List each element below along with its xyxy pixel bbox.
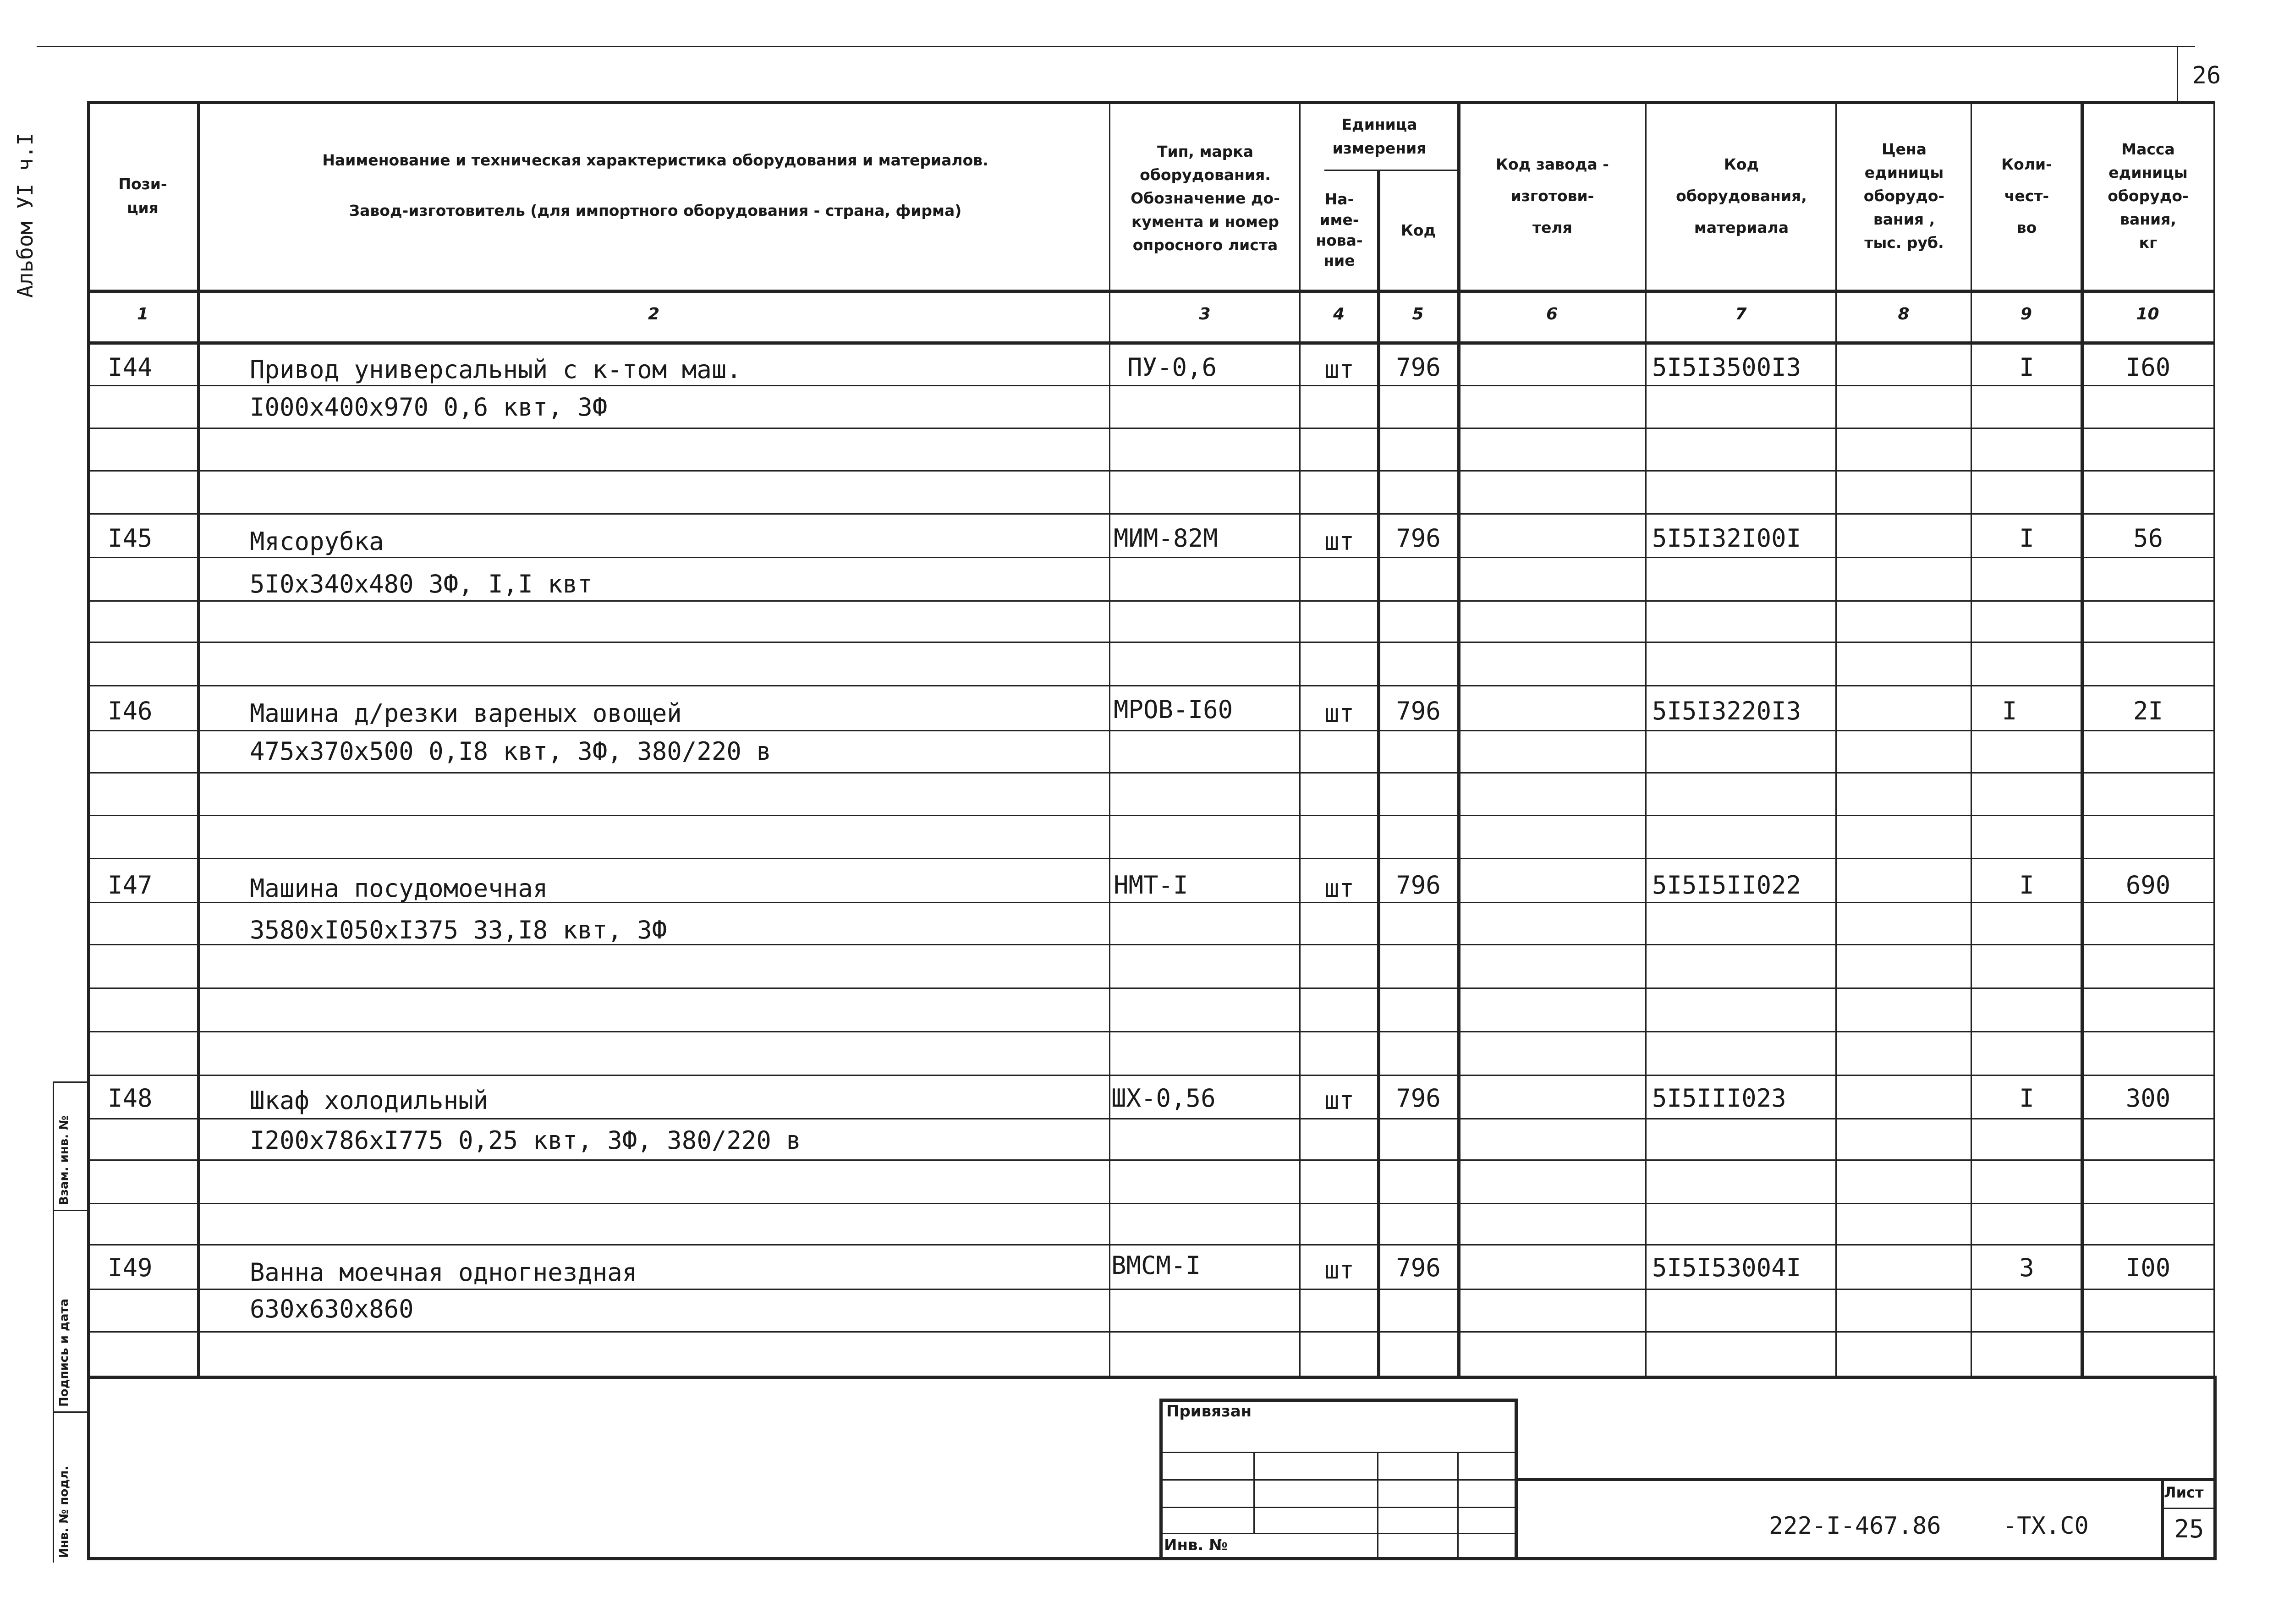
table-bottom-border	[87, 1376, 2213, 1379]
row-position: I49	[108, 1253, 153, 1282]
header-type: Тип, марка оборудования. Обозначение до- кумента и номер опросного листа	[1131, 142, 1280, 254]
row-quantity: I	[2019, 353, 2034, 382]
column-number: 9	[2020, 305, 2032, 324]
row-unit: шт	[1324, 355, 1355, 384]
row-name: Привод универсальный с к-том маш.	[250, 355, 741, 384]
album-label: Альбом УI ч.I	[13, 132, 38, 298]
vzam-inv-label: Взам. инв. №	[57, 1115, 71, 1205]
header-price: Цена единицы оборудо- вания , тыс. руб.	[1863, 140, 1945, 252]
row-equipment-code: 5I5I5II022	[1652, 871, 1801, 900]
row-separator	[87, 988, 2213, 989]
row-quantity: I	[2019, 871, 2034, 900]
row-separator	[87, 428, 2213, 429]
row-position: I46	[108, 697, 153, 725]
header-unit-group: Единица измерения	[1332, 115, 1427, 157]
header-name-line1: Наименование и техническая характеристика оборудования и материалов.	[322, 151, 988, 169]
column-number: 7	[1735, 305, 1747, 324]
row-separator	[87, 513, 2213, 515]
header-unit-name: На- име- нова- ние	[1316, 190, 1363, 270]
row-type: МИМ-82М	[1114, 524, 1218, 553]
row-separator	[87, 685, 2213, 686]
row-type: ПУ-0,6	[1127, 353, 1217, 382]
privyazan-label: Привязан	[1166, 1402, 1252, 1421]
row-mass: 690	[2125, 871, 2171, 900]
row-separator	[87, 772, 2213, 774]
column-number: 3	[1199, 305, 1211, 324]
inv-no-label: Инв. №	[1164, 1536, 1228, 1554]
row-equipment-code: 5I5I3500I3	[1652, 353, 1801, 382]
doc-suffix: -ТХ.С0	[2003, 1512, 2089, 1540]
row-quantity: 3	[2019, 1253, 2034, 1282]
row-spec: I000x400x970 0,6 квт, 3Ф	[250, 393, 608, 422]
list-label: Лист	[2164, 1484, 2204, 1501]
row-type: ШХ-0,56	[1111, 1084, 1216, 1113]
row-separator	[87, 858, 2213, 859]
row-mass: 56	[2133, 524, 2163, 553]
row-spec: 475x370x500 0,I8 квт, 3Ф, 380/220 в	[250, 737, 771, 766]
row-mass: I60	[2125, 353, 2171, 382]
row-position: I45	[108, 524, 153, 553]
column-number: 8	[1898, 305, 1910, 324]
row-mass: 300	[2125, 1084, 2171, 1113]
row-unit: шт	[1324, 874, 1355, 903]
header-mass: Масса единицы оборудо- вания, кг	[2108, 140, 2189, 252]
column-number: 1	[137, 305, 149, 324]
page-number-frame	[2177, 46, 2178, 101]
row-equipment-code: 5I5III023	[1652, 1084, 1786, 1113]
row-equipment-code: 5I5I53004I	[1652, 1253, 1801, 1282]
row-separator	[87, 1118, 2213, 1119]
header-quantity: Коли- чест- во	[2001, 155, 2052, 237]
row-mass: 2I	[2133, 697, 2163, 725]
row-unit: шт	[1324, 699, 1355, 728]
row-separator	[87, 1244, 2213, 1245]
inv-podl-label: Инв. № подл.	[57, 1465, 71, 1558]
row-equipment-code: 5I5I32I00I	[1652, 524, 1801, 553]
row-spec: I200x786xI775 0,25 квт, 3Ф, 380/220 в	[250, 1126, 801, 1155]
row-separator	[87, 470, 2213, 472]
header-name-line2: Завод-изготовитель (для импортного оборудования - страна, фирма)	[349, 202, 962, 219]
column-number: 4	[1333, 305, 1345, 324]
row-unit-code: 796	[1396, 1084, 1441, 1113]
row-position: I47	[108, 871, 153, 900]
column-number: 5	[1412, 305, 1424, 324]
row-quantity: I	[2002, 697, 2017, 725]
row-separator	[87, 815, 2213, 816]
row-name: Мясорубка	[250, 527, 384, 556]
row-separator	[87, 557, 2213, 558]
row-separator	[87, 1289, 2213, 1290]
row-name: Ванна моечная одногнездная	[250, 1258, 637, 1287]
row-unit-code: 796	[1396, 871, 1441, 900]
row-unit-code: 796	[1396, 524, 1441, 553]
row-equipment-code: 5I5I3220I3	[1652, 697, 1801, 725]
podpis-data-label: Подпись и дата	[57, 1298, 71, 1407]
row-separator	[87, 385, 2213, 386]
row-unit-code: 796	[1396, 1253, 1441, 1282]
top-trim-line	[37, 46, 2195, 47]
header-equipment-code: Код оборудования, материала	[1676, 155, 1807, 237]
row-quantity: I	[2019, 1084, 2034, 1113]
row-separator	[87, 642, 2213, 643]
row-separator	[87, 1031, 2213, 1032]
row-separator	[87, 1331, 2213, 1333]
row-position: I44	[108, 353, 153, 382]
row-unit-code: 796	[1396, 353, 1441, 382]
row-spec: 630x630x860	[250, 1295, 414, 1323]
header-unit-code: Код	[1400, 221, 1436, 239]
row-type: МРОВ-I60	[1114, 695, 1233, 724]
row-separator	[87, 730, 2213, 731]
row-name: Машина д/резки вареных овощей	[250, 699, 682, 728]
frame-bottom-border	[87, 1557, 2217, 1560]
row-separator	[87, 1075, 2213, 1076]
doc-code: 222-I-467.86	[1769, 1512, 1941, 1540]
header-factory-code: Код завода - изготови- теля	[1496, 155, 1609, 237]
column-number: 10	[2136, 305, 2159, 324]
column-number: 6	[1546, 305, 1558, 324]
row-name: Шкаф холодильный	[250, 1086, 489, 1115]
row-separator	[87, 600, 2213, 602]
header-position: Пози- ция	[118, 175, 167, 217]
row-spec: 3580xI050xI375 33,I8 квт, 3Ф	[250, 916, 667, 944]
page-number: 26	[2192, 62, 2221, 89]
row-spec: 5I0x340x480 3Ф, I,I квт	[250, 570, 593, 598]
row-type: НМТ-I	[1114, 871, 1188, 900]
row-separator	[87, 1203, 2213, 1204]
row-unit-code: 796	[1396, 697, 1441, 725]
row-separator	[87, 1159, 2213, 1161]
row-name: Машина посудомоечная	[250, 874, 548, 903]
row-type: ВМСМ-I	[1111, 1251, 1201, 1280]
row-quantity: I	[2019, 524, 2034, 553]
column-number: 2	[648, 305, 660, 324]
row-mass: I00	[2125, 1253, 2171, 1282]
row-unit: шт	[1324, 1256, 1355, 1284]
row-position: I48	[108, 1084, 153, 1113]
list-number: 25	[2174, 1514, 2204, 1543]
row-unit: шт	[1324, 527, 1355, 556]
row-unit: шт	[1324, 1086, 1355, 1115]
